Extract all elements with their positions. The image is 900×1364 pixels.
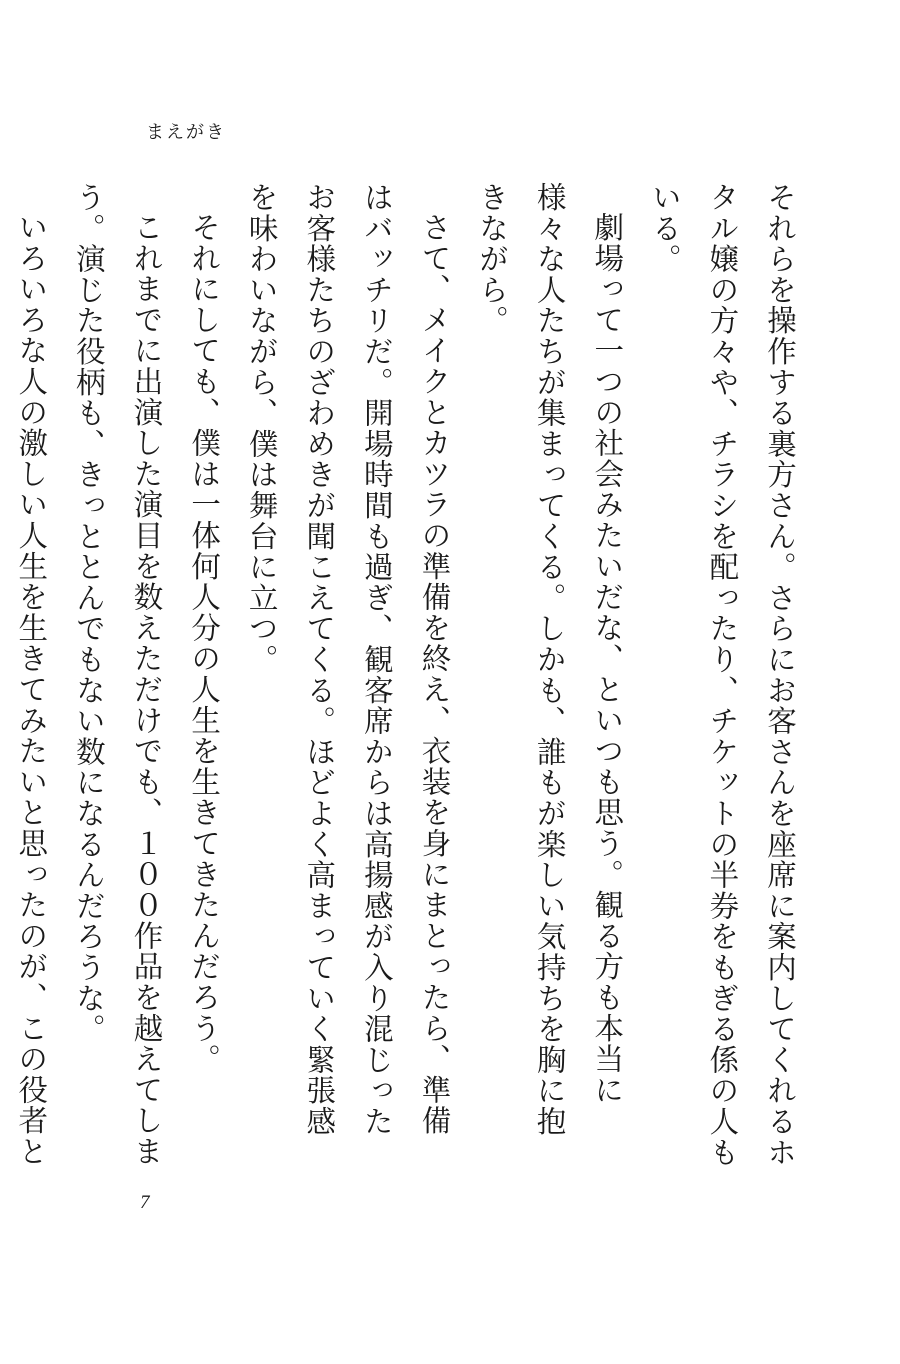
paragraph: 劇場って一つの社会みたいだな、といつも思う。観る方も本当に様々な人たちが集まってくる。しかも、誰もが楽しい気持ちを胸に抱きながら。 — [475, 182, 625, 1137]
paragraph: それにしても、僕は一体何人分の人生を生きてきたんだろう。 — [187, 211, 222, 1074]
page-number: 7 — [140, 1192, 150, 1213]
paragraph: いろいろな人の激しい人生を生きてみたいと思ったのが、この役者と — [14, 211, 49, 1167]
running-head: まえがき — [146, 122, 226, 143]
paragraph: さて、メイクとカツラの準備を終え、衣装を身にまとったら、準備はバッチリだ。開場時間も過ぎ、観客席からは高揚感が入り混じったお客様たちのざわめきが聞こえてくる。ほどよく高まっていく緊張感を味わいながら、僕は舞台に立つ。 — [244, 182, 452, 1137]
paragraph: それらを操作する裏方さん。さらにお客さんを座席に案内してくれるホタル嬢の方々や、チラシを配ったり、チケットの半券をもぎる係の人もいる。 — [647, 182, 797, 1168]
vertical-text-body — [14, 182, 808, 1192]
paragraph: これまでに出演した演目を数えただけでも、１００作品を越えてしまう。演じた役柄も、きっととんでもない数になるんだろうな。 — [71, 182, 164, 1167]
